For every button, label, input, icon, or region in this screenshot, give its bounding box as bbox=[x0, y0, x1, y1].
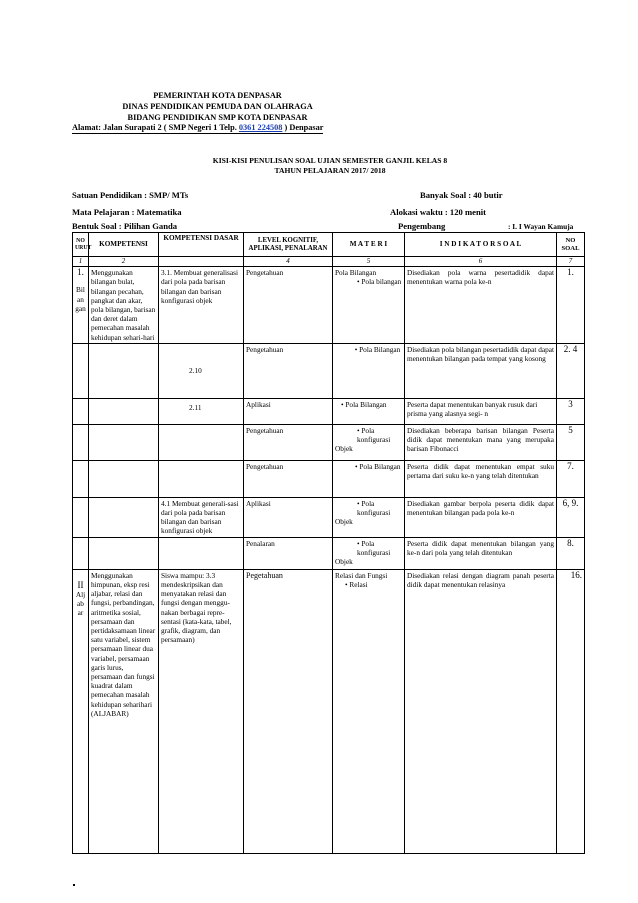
row1-no-soal: 1. bbox=[557, 267, 585, 344]
row8-kd: Siswa mampu: 3.3 mendeskripsikan dan menyatakan relasi dan fungsi dengan menggu- nakan berbagai repre- sentasi (kata-kata, tabel, grafik, diagram, dan persamaan) bbox=[159, 569, 244, 853]
row1-level: Pengetahuan bbox=[244, 267, 333, 344]
row8-no-label: Aljab ar bbox=[75, 590, 86, 618]
row5-kompetensi bbox=[89, 460, 159, 497]
table-row bbox=[73, 497, 585, 537]
th-indikator: I N D I K A T O R S O A L bbox=[405, 233, 557, 257]
doc-title: KISI-KISI PENULISAN SOAL UJIAN SEMESTER GANJIL KELAS 8 bbox=[212, 156, 448, 165]
row5-indikator: Peserta didik dapat menentukan empat suku pertama dari suku ke-n yang telah ditentukan bbox=[405, 460, 557, 497]
row1-indikator: Disediakan pola warna pesertadidik dapat menentukan warna pola ke-n bbox=[405, 267, 557, 344]
row1-kompetensi: Menggunakan bilangan bulat, bilangan pecahan, pangkat dan akar, pola bilangan, barisan dan deret dalam pemecahan masalah kehidupan sehari-hari bbox=[89, 267, 159, 344]
colnum-2: 2 bbox=[89, 257, 159, 267]
row4-no bbox=[73, 424, 89, 460]
table-row bbox=[73, 537, 585, 569]
row1-materi-item: • Pola bilangan bbox=[357, 277, 402, 287]
row3-no-soal: 3 bbox=[557, 398, 585, 424]
row4-kd bbox=[159, 424, 244, 460]
row5-level: Pengetahuan bbox=[244, 460, 333, 497]
row1-no-value: 1. bbox=[77, 267, 84, 278]
row2-kompetensi bbox=[89, 343, 159, 398]
row3-kd: 2.11 bbox=[159, 398, 244, 424]
doc-subtitle: TAHUN PELAJARAN 2017/ 2018 bbox=[274, 166, 386, 175]
row1-no bbox=[73, 267, 89, 344]
row4-indikator: Disediakan beberapa barisan bilangan Peserta didik dapat menentukan mana yang merupaka barisan Fibonacci bbox=[405, 424, 557, 460]
meta-alokasi: Alokasi waktu : 120 menit bbox=[390, 207, 486, 217]
row3-no bbox=[73, 398, 89, 424]
row5-no bbox=[73, 460, 89, 497]
row6-materi-item: • Pola konfigurasi bbox=[357, 498, 391, 518]
row6-kompetensi bbox=[89, 497, 159, 537]
kisi-table bbox=[72, 232, 585, 854]
row2-materi: • Pola Bilangan bbox=[333, 343, 405, 398]
address-suffix: ) Denpasar bbox=[282, 123, 324, 132]
row4-materi-item: • Pola konfigurasi bbox=[357, 425, 391, 445]
phone-link[interactable]: 0361 224508 bbox=[238, 123, 283, 132]
row2-no-soal: 2. 4 bbox=[557, 343, 585, 398]
row7-kompetensi bbox=[89, 537, 159, 569]
th-level: LEVEL KOGNITIF, APLIKASI, PENALARAN bbox=[244, 233, 333, 257]
table-row bbox=[73, 398, 585, 424]
row5-materi: • Pola Bilangan bbox=[333, 460, 405, 497]
row5-no-soal: 7. bbox=[557, 460, 585, 497]
row2-no bbox=[73, 343, 89, 398]
row5-kd bbox=[159, 460, 244, 497]
meta-satuan: Satuan Pendidikan : SMP/ MTs bbox=[72, 190, 189, 200]
row1-kd: 3.1. Membuat generalisasi dari pola pada barisan bilangan dan barisan konfigurasi objek bbox=[159, 267, 244, 344]
address-line bbox=[72, 123, 323, 134]
row3-kompetensi bbox=[89, 398, 159, 424]
row1-materi bbox=[333, 267, 405, 344]
row8-kompetensi: Menggunakan himpunan, eksp resi aljabar, relasi dan fungsi, perbandingan, aritmetika sosial, persamaan dan pertidaksamaan linear satu variabel, sistem persamaan linear dua variabel, persamaan garis lurus, persamaan dan fungsi kuadrat dalam pemecahan masalah kehidupan seharihari (ALJABAR) bbox=[89, 569, 159, 853]
row8-no-soal: 16. bbox=[557, 569, 585, 853]
row4-materi bbox=[333, 424, 405, 460]
table-row bbox=[73, 569, 585, 853]
row7-materi-extra: Objek bbox=[335, 557, 353, 567]
table-row bbox=[73, 343, 585, 398]
row6-indikator: Disediakan gambar berpola peserta didik dapat menentukan bilangan pada pola ke-n bbox=[405, 497, 557, 537]
row7-kd bbox=[159, 537, 244, 569]
meta-mata-pelajaran: Mata Pelajaran : Matematika bbox=[72, 207, 182, 217]
address-prefix: Alamat: Jalan Surapati 2 ( SMP Negeri 1 Telp. bbox=[72, 123, 239, 132]
row7-no bbox=[73, 537, 89, 569]
letterhead bbox=[0, 90, 435, 123]
meta-banyak-soal: Banyak Soal : 40 butir bbox=[420, 190, 503, 200]
letterhead-line3: BIDANG PENDIDIKAN SMP KOTA DENPASAR bbox=[127, 113, 308, 122]
page-mark bbox=[73, 884, 75, 886]
row4-materi-extra: Objek bbox=[335, 444, 353, 454]
row6-no bbox=[73, 497, 89, 537]
th-no-urut: NO URUT bbox=[73, 233, 89, 257]
row7-indikator: Peserta didik dapat menentukan bilangan yang ke-n dari pola yang telah ditentukan bbox=[405, 537, 557, 569]
row4-kompetensi bbox=[89, 424, 159, 460]
meta-bentuk-soal: Bentuk Soal : Pilihan Ganda bbox=[72, 221, 178, 231]
colnum-5: 5 bbox=[333, 257, 405, 267]
table-row bbox=[73, 424, 585, 460]
row6-level: Aplikasi bbox=[244, 497, 333, 537]
row8-no-value: II bbox=[77, 579, 84, 590]
colnum-4: 4 bbox=[244, 257, 333, 267]
row1-materi-head: Pola Bilangan bbox=[335, 268, 377, 278]
th-kompetensi-dasar: KOMPETENSI DASAR bbox=[159, 233, 244, 257]
table-row bbox=[73, 267, 585, 344]
th-no-soal: NO SOAL bbox=[557, 233, 585, 257]
letterhead-line1: PEMERINTAH KOTA DENPASAR bbox=[153, 91, 282, 100]
column-number-row bbox=[73, 257, 585, 267]
table-header-row bbox=[73, 233, 585, 257]
row7-materi bbox=[333, 537, 405, 569]
table-row bbox=[73, 460, 585, 497]
row2-kd: 2.10 bbox=[159, 343, 244, 398]
row4-level: Pengetahuan bbox=[244, 424, 333, 460]
row8-no bbox=[73, 569, 89, 853]
meta-pengembang-label: Pengembang bbox=[398, 221, 446, 231]
row8-materi-item: • Relasi bbox=[345, 580, 368, 590]
row3-materi: • Pola Bilangan bbox=[333, 398, 405, 424]
row2-level: Pengetahuan bbox=[244, 343, 333, 398]
row6-materi bbox=[333, 497, 405, 537]
colnum-3 bbox=[159, 257, 244, 267]
row6-kd: 4.1 Membuat generali-sasi dari pola pada barisan bilangan dan barisan konfigurasi objek bbox=[159, 497, 244, 537]
letterhead-line2: DINAS PENDIDIKAN PEMUDA DAN OLAHRAGA bbox=[122, 102, 313, 111]
row1-no-label: Bilan gan bbox=[75, 285, 86, 313]
th-kompetensi: KOMPETENSI bbox=[89, 233, 159, 257]
row7-no-soal: 8. bbox=[557, 537, 585, 569]
colnum-7: 7 bbox=[557, 257, 585, 267]
th-materi: M A T E R I bbox=[333, 233, 405, 257]
row3-level: Aplikasi bbox=[244, 398, 333, 424]
row6-materi-extra: Objek bbox=[335, 517, 353, 527]
row7-level: Penalaran bbox=[244, 537, 333, 569]
meta-pengembang-value: : I. I Wayan Kamuja bbox=[508, 222, 574, 231]
row8-materi bbox=[333, 569, 405, 853]
row8-materi-head: Relasi dan Fungsi bbox=[335, 570, 388, 580]
row7-materi-item: • Pola konfigurasi bbox=[357, 538, 391, 558]
row3-indikator: Peserta dapat menentukan banyak rusuk dari prisma yang alasnya segi- n bbox=[405, 398, 557, 424]
row8-indikator: Disediakan relasi dengan diagram panah peserta didik dapat menentukan relasinya bbox=[405, 569, 557, 853]
colnum-1: 1 bbox=[73, 257, 89, 267]
row6-no-soal: 6, 9. bbox=[557, 497, 585, 537]
row4-no-soal: 5 bbox=[557, 424, 585, 460]
row2-indikator: Disediakan pola bilangan pesertadidik dapat dapat menentukan bilangan pada tempat yang kosong bbox=[405, 343, 557, 398]
row8-level: Pegetahuan bbox=[244, 569, 333, 853]
colnum-6: 6 bbox=[405, 257, 557, 267]
